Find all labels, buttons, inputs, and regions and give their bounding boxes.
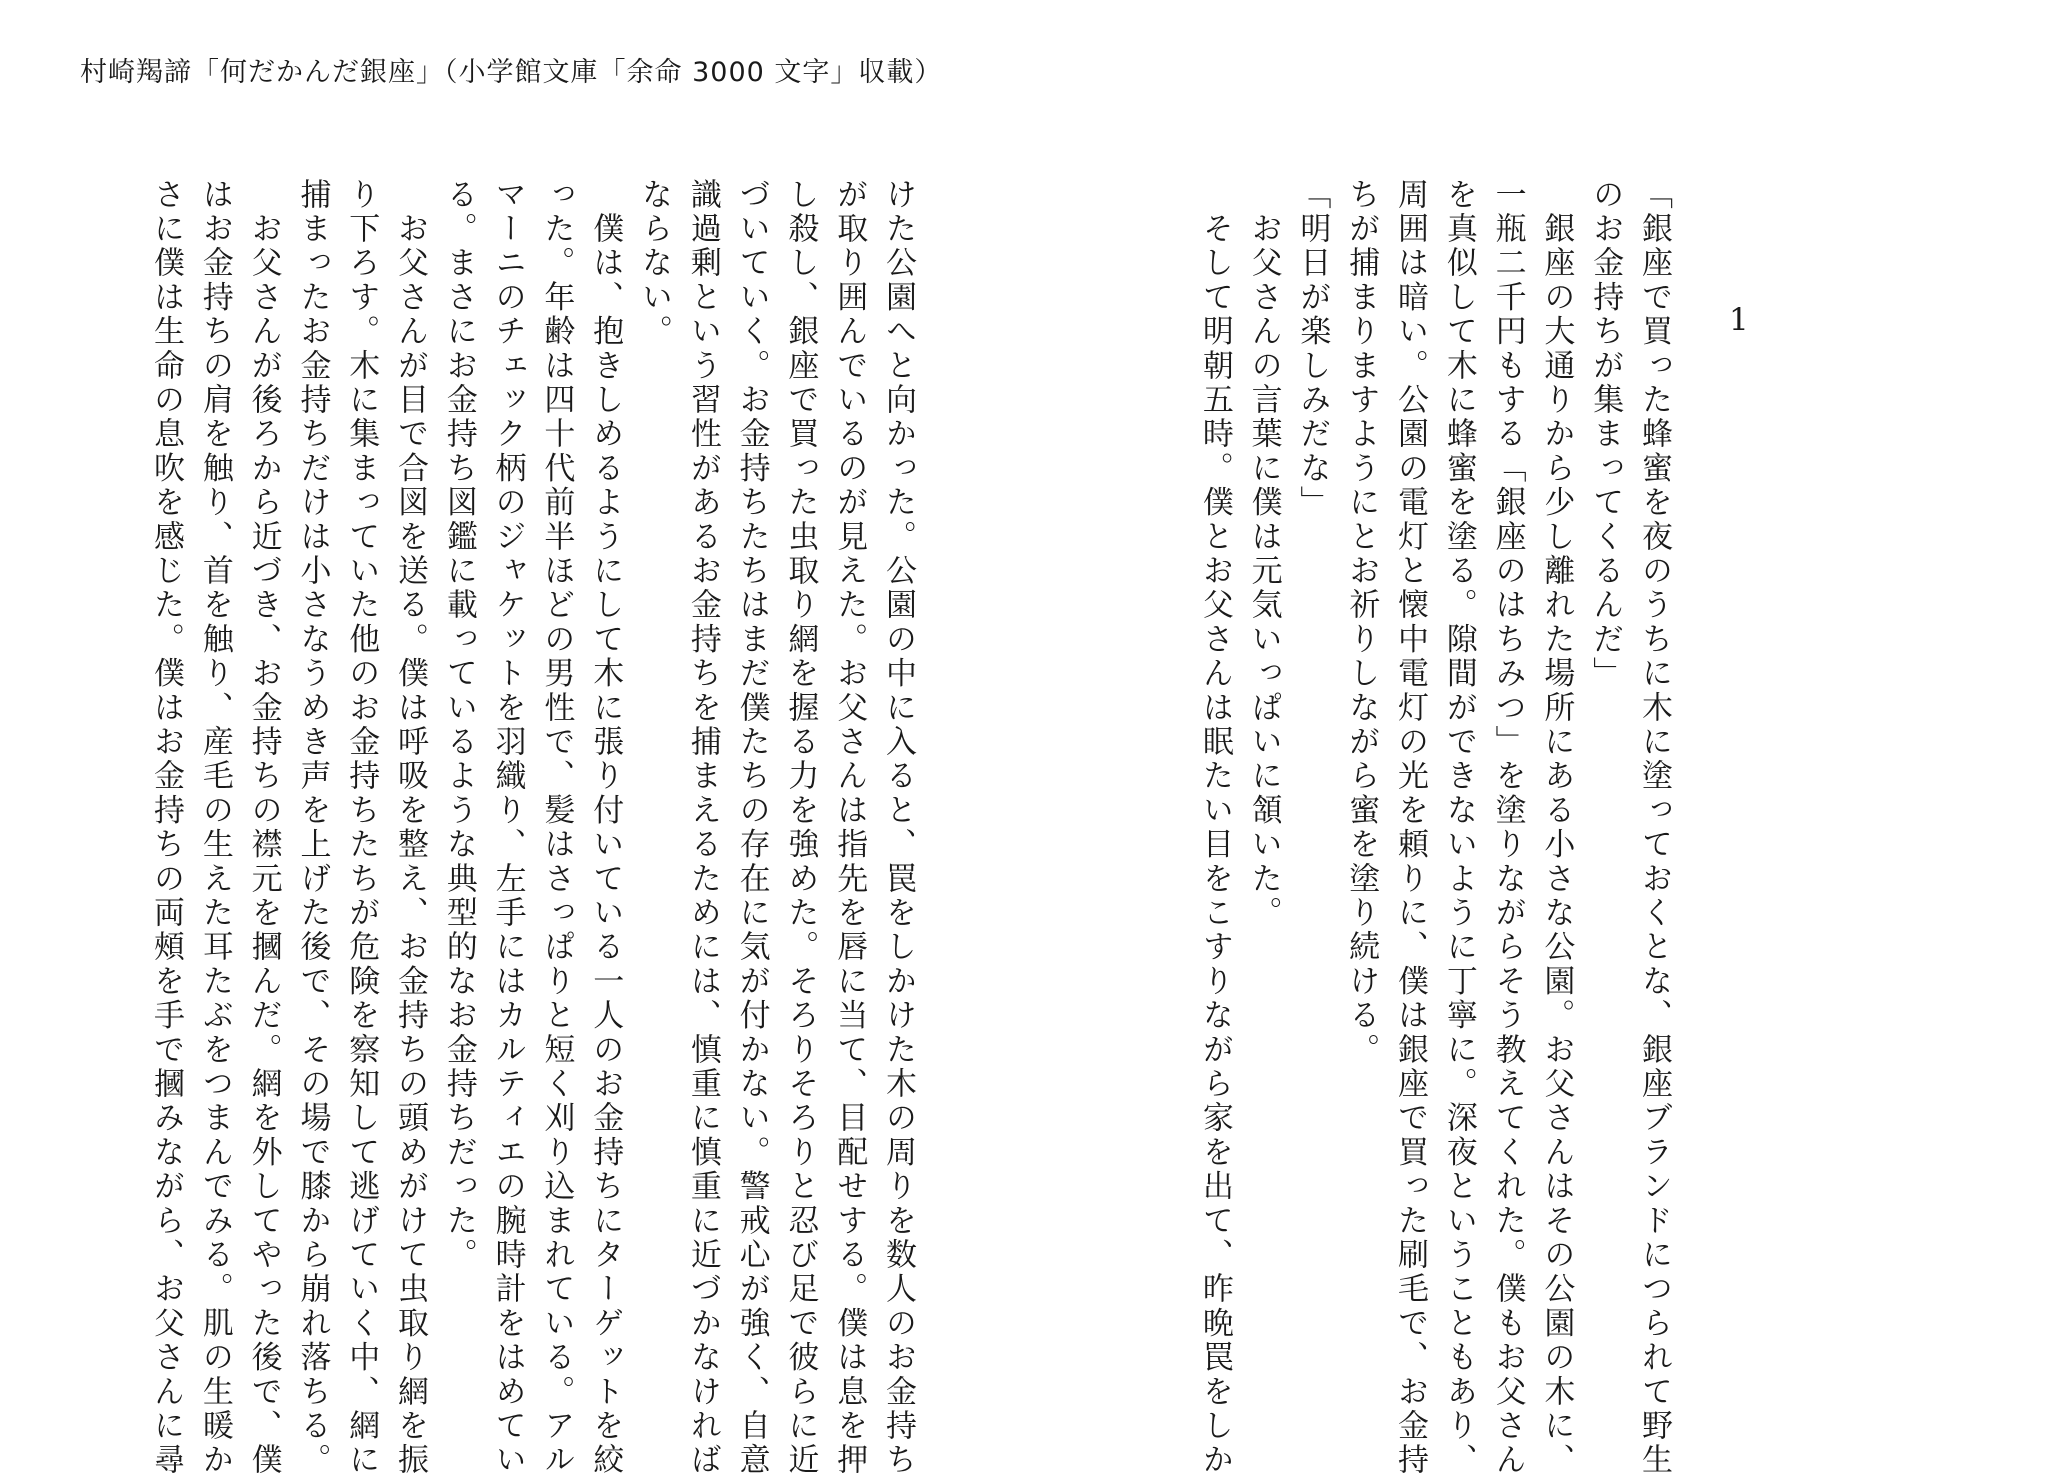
text-line: お父さんが目で合図を送る。僕は呼吸を整え、お金持ちの頭めがけて虫取り網を振 — [392, 178, 429, 1478]
text-line: 捕まったお金持ちだけは小さなうめき声を上げた後で、その場で膝から崩れ落ちる。 — [294, 178, 331, 1478]
text-line: はお金持ちの肩を触り、首を触り、産毛の生えた耳たぶをつまんでみる。肌の生暖か — [196, 178, 233, 1478]
document-header: 村崎羯諦「何だかんだ銀座」（小学館文庫「余命 3000 文字」収載） — [80, 57, 943, 88]
text-line: る。まさにお金持ち図鑑に載っているような典型的なお金持ちだった。 — [440, 178, 477, 1273]
text-line: お父さんの言葉に僕は元気いっぱいに頷いた。 — [1245, 178, 1282, 931]
text-line: 「明日が楽しみだな」 — [1294, 178, 1331, 520]
text-line: った。年齢は四十代前半ほどの男性で、髪はさっぱりと短く刈り込まれている。アル — [538, 178, 575, 1478]
text-line: 一瓶二千円もする「銀座のはちみつ」を塗りながらそう教えてくれた。僕もお父さん — [1489, 178, 1526, 1478]
text-line: お父さんが後ろから近づき、お金持ちの襟元を摑んだ。網を外してやった後で、僕 — [245, 178, 282, 1478]
text-line: 「銀座で買った蜂蜜を夜のうちに木に塗っておくとな、銀座ブランドにつられて野生 — [1636, 178, 1672, 1478]
text-line: し殺し、銀座で買った虫取り網を握る力を強めた。そろりそろりと忍び足で彼らに近 — [782, 178, 819, 1478]
text-line: ならない。 — [636, 178, 673, 349]
text-line: けた公園へと向かった。公園の中に入ると、罠をしかけた木の周りを数人のお金持ち — [880, 178, 916, 1478]
text-column-a — [1190, 178, 1678, 1478]
text-line: が取り囲んでいるのが見えた。お父さんは指先を唇に当て、目配せする。僕は息を押 — [831, 178, 868, 1478]
text-line: 銀座の大通りから少し離れた場所にある小さな公園。お父さんはその公園の木に、 — [1538, 178, 1575, 1478]
text-line: づいていく。お金持ちたちはまだ僕たちの存在に気が付かない。警戒心が強く、自意 — [733, 178, 770, 1478]
text-column-b — [141, 178, 922, 1478]
text-line: ちが捕まりますようにとお祈りしながら蜜を塗り続ける。 — [1343, 178, 1380, 1068]
text-line: 周囲は暗い。公園の電灯と懐中電灯の光を頼りに、僕は銀座で買った刷毛で、お金持 — [1392, 178, 1429, 1478]
text-line: り下ろす。木に集まっていた他のお金持ちたちが危険を察知して逃げていく中、網に — [343, 178, 380, 1478]
text-line: 識過剰という習性があるお金持ちを捕まえるためには、慎重に慎重に近づかなければ — [684, 178, 721, 1478]
text-line: さに僕は生命の息吹を感じた。僕はお金持ちの両頰を手で摑みながら、お父さんに尋 — [148, 178, 185, 1478]
text-line: マーニのチェック柄のジャケットを羽織り、左手にはカルティエの腕時計をはめてい — [489, 178, 526, 1478]
text-line: を真似して木に蜂蜜を塗る。隙間ができないように丁寧に。深夜ということもあり、 — [1440, 178, 1477, 1478]
text-line: のお金持ちが集まってくるんだ」 — [1587, 178, 1624, 691]
text-line: 僕は、抱きしめるようにして木に張り付いている一人のお金持ちにターゲットを絞 — [587, 178, 624, 1478]
text-line: そして明朝五時。僕とお父さんは眠たい目をこすりながら家を出て、昨晩罠をしか — [1196, 178, 1233, 1478]
page-number: 1 — [1729, 302, 1749, 338]
